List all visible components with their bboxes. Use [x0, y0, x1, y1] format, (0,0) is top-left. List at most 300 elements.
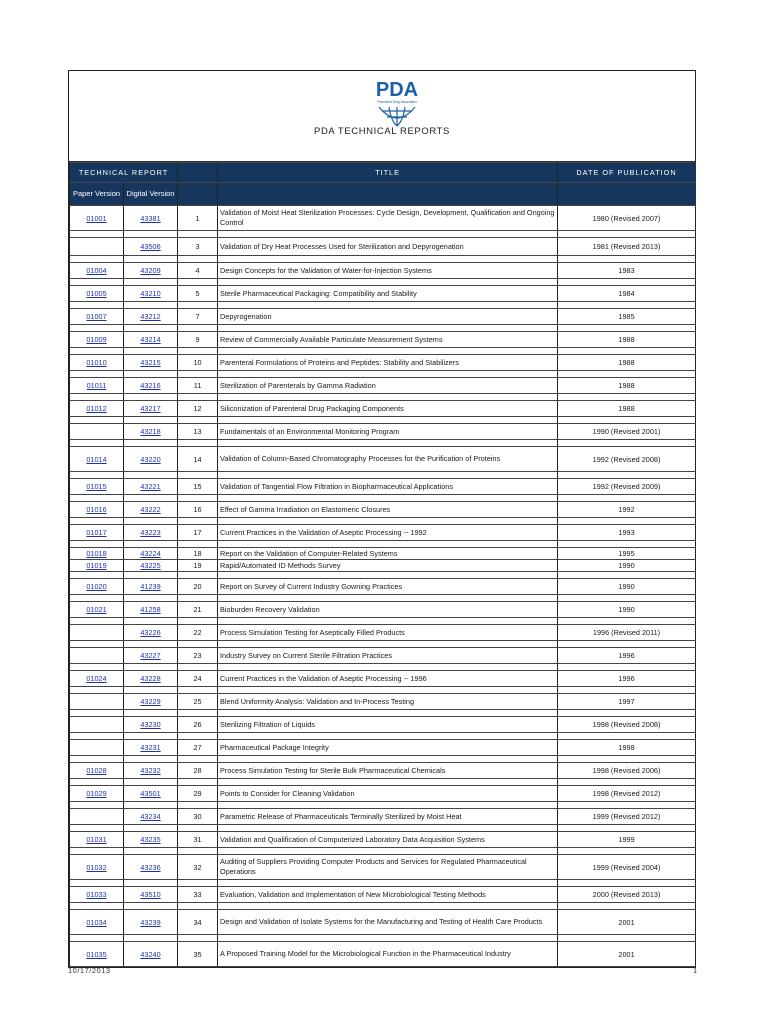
row-spacer [70, 541, 696, 548]
digital-version-link[interactable]: 41239 [140, 582, 161, 591]
row-spacer [70, 231, 696, 238]
row-spacer [70, 710, 696, 717]
report-number: 34 [193, 917, 202, 927]
spacer-cell [558, 541, 696, 548]
spacer-cell [70, 779, 124, 786]
report-title-cell [218, 671, 558, 687]
publication-date: 1985 [618, 312, 635, 321]
spacer-cell [218, 256, 558, 263]
table-header-row [70, 163, 696, 183]
publication-date: 1998 [618, 743, 635, 752]
publication-date-cell [558, 502, 696, 518]
spacer-cell [558, 256, 696, 263]
spacer-cell [70, 710, 124, 717]
report-title-cell [218, 309, 558, 325]
report-number-cell [178, 447, 218, 472]
paper-version-link[interactable]: 01016 [86, 505, 107, 514]
digital-version-link-cell [124, 560, 178, 572]
report-title-cell [218, 625, 558, 641]
report-number-cell [178, 332, 218, 348]
report-title-cell [218, 694, 558, 710]
report-title-cell [218, 740, 558, 756]
digital-version-link-cell [124, 942, 178, 967]
report-number-cell [178, 786, 218, 802]
report-number: 26 [193, 720, 202, 729]
spacer-cell [558, 641, 696, 648]
publication-date-cell [558, 832, 696, 848]
report-number: 9 [195, 335, 200, 344]
spacer-cell [70, 518, 124, 525]
row-spacer [70, 618, 696, 625]
digital-version-link-cell [124, 832, 178, 848]
paper-version-link-cell [70, 424, 124, 440]
spacer-cell [178, 880, 218, 887]
date-header: DATE OF PUBLICATION [558, 163, 696, 183]
table-row [70, 238, 696, 256]
paper-version-link[interactable]: 01033 [86, 890, 107, 899]
spacer-cell [124, 825, 178, 832]
spacer-cell [124, 472, 178, 479]
publication-date-cell [558, 579, 696, 595]
publication-date: 1992 (Revised 2008) [592, 454, 661, 464]
digital-version-link[interactable]: 43210 [140, 289, 161, 298]
digital-version-link[interactable]: 43506 [140, 242, 161, 251]
paper-version-link-cell [70, 502, 124, 518]
publication-date-cell [558, 355, 696, 371]
report-title-cell [218, 763, 558, 779]
digital-version-link[interactable]: 43226 [140, 628, 161, 637]
spacer-cell [124, 371, 178, 378]
report-title: Review of Commercially Available Particulate Measurement Systems [220, 334, 443, 344]
paper-version-link-cell [70, 560, 124, 572]
digital-version-link-cell [124, 717, 178, 733]
paper-version-link[interactable]: 01014 [86, 454, 107, 464]
digital-version-link-cell [124, 855, 178, 880]
digital-version-link[interactable]: 43381 [140, 213, 161, 223]
report-number-cell [178, 479, 218, 495]
table-row [70, 786, 696, 802]
table-row [70, 424, 696, 440]
publication-date: 1988 [618, 335, 635, 344]
spacer-cell [558, 848, 696, 855]
spacer-cell [558, 572, 696, 579]
paper-version-link-cell [70, 447, 124, 472]
digital-version-link-cell [124, 694, 178, 710]
paper-version-link[interactable]: 01004 [86, 266, 107, 275]
document-header [69, 71, 695, 162]
spacer-cell [124, 394, 178, 401]
table-row [70, 579, 696, 595]
spacer-cell [178, 935, 218, 942]
spacer-cell [218, 825, 558, 832]
publication-date: 1988 [618, 381, 635, 390]
spacer-cell [124, 687, 178, 694]
table-row [70, 502, 696, 518]
spacer-cell [218, 325, 558, 332]
publication-date: 1993 [618, 528, 635, 537]
digital-version-link[interactable]: 43223 [140, 528, 161, 537]
table-row [70, 332, 696, 348]
report-number-cell [178, 855, 218, 880]
paper-version-link-cell [70, 602, 124, 618]
digital-version-link-cell [124, 479, 178, 495]
report-title-cell [218, 378, 558, 394]
paper-version-link-cell [70, 887, 124, 903]
digital-version-link[interactable]: 43232 [140, 766, 161, 775]
publication-date-cell [558, 332, 696, 348]
paper-version-link[interactable]: 01015 [86, 482, 107, 491]
spacer-cell [178, 710, 218, 717]
digital-version-link[interactable]: 43209 [140, 266, 161, 275]
report-number: 28 [193, 766, 202, 775]
digital-version-link[interactable]: 43220 [140, 454, 161, 464]
spacer-cell [124, 572, 178, 579]
row-spacer [70, 417, 696, 424]
report-number: 25 [193, 697, 202, 706]
report-title: Sterilization of Parenterals by Gamma Radiation [220, 380, 376, 390]
spacer-cell [178, 256, 218, 263]
paper-version-link-cell [70, 525, 124, 541]
digital-version-link[interactable]: 43212 [140, 312, 161, 321]
spacer-cell [124, 935, 178, 942]
report-number: 14 [193, 454, 202, 464]
spacer-cell [218, 472, 558, 479]
report-title: Validation of Dry Heat Processes Used for Sterilization and Depyrogenation [220, 241, 464, 251]
spacer-cell [70, 417, 124, 424]
paper-version-link-cell [70, 625, 124, 641]
digital-version-link[interactable]: 43218 [140, 427, 161, 436]
table-row [70, 763, 696, 779]
report-title: Bioburden Recovery Validation [220, 604, 320, 614]
paper-version-link[interactable]: 01005 [86, 289, 107, 298]
spacer-cell [124, 256, 178, 263]
technical-report-header: TECHNICAL REPORT [70, 163, 178, 183]
spacer-cell [558, 371, 696, 378]
table-row [70, 602, 696, 618]
spacer-cell [218, 302, 558, 309]
paper-version-link[interactable]: 01018 [86, 549, 107, 558]
spacer-cell [178, 417, 218, 424]
publication-date: 1990 [618, 605, 635, 614]
report-title: Depyrogenation [220, 311, 272, 321]
report-number-cell [178, 625, 218, 641]
digital-version-link-cell [124, 378, 178, 394]
row-spacer [70, 394, 696, 401]
paper-version-link[interactable]: 01035 [86, 949, 107, 959]
report-number-cell [178, 579, 218, 595]
digital-version-link-cell [124, 355, 178, 371]
digital-version-link[interactable]: 43216 [140, 381, 161, 390]
publication-date: 1998 (Revised 2012) [592, 789, 661, 798]
spacer-cell [70, 664, 124, 671]
report-number-cell [178, 286, 218, 302]
number-header [178, 163, 218, 183]
report-title: Design Concepts for the Validation of Water-for-Injection Systems [220, 265, 432, 275]
digital-version-link[interactable]: 43501 [140, 789, 161, 798]
publication-date-cell [558, 309, 696, 325]
table-row [70, 832, 696, 848]
spacer-cell [218, 779, 558, 786]
digital-version-link[interactable]: 41258 [140, 605, 161, 614]
spacer-cell [178, 302, 218, 309]
digital-version-link-cell [124, 602, 178, 618]
paper-version-link[interactable]: 01019 [86, 561, 107, 570]
paper-version-link[interactable]: 01031 [86, 835, 107, 844]
digital-version-header: Digital Version [124, 183, 178, 206]
spacer-cell [218, 440, 558, 447]
paper-version-link-cell [70, 355, 124, 371]
report-title: Design and Validation of Isolate Systems for the Manufacturing and Testing of Health Care Products [220, 917, 543, 926]
table-row [70, 671, 696, 687]
row-spacer [70, 256, 696, 263]
digital-version-link-cell [124, 786, 178, 802]
digital-version-link[interactable]: 43225 [140, 561, 161, 570]
report-title-cell [218, 855, 558, 880]
spacer-cell [70, 371, 124, 378]
spacer-cell [178, 495, 218, 502]
table-row [70, 548, 696, 560]
report-title-cell [218, 525, 558, 541]
digital-version-link-cell [124, 910, 178, 935]
report-number: 32 [193, 862, 202, 872]
paper-version-link[interactable]: 01020 [86, 582, 107, 591]
report-title-cell [218, 942, 558, 967]
spacer-cell [124, 756, 178, 763]
digital-version-link[interactable]: 43231 [140, 743, 161, 752]
spacer-cell [70, 825, 124, 832]
spacer-cell [70, 935, 124, 942]
paper-version-link-cell [70, 309, 124, 325]
spacer-cell [124, 641, 178, 648]
row-spacer [70, 687, 696, 694]
row-spacer [70, 472, 696, 479]
paper-version-link[interactable]: 01001 [86, 213, 107, 223]
spacer-cell [558, 802, 696, 809]
table-row [70, 206, 696, 231]
report-number-cell [178, 424, 218, 440]
row-spacer [70, 302, 696, 309]
digital-version-link[interactable]: 43234 [140, 812, 161, 821]
table-row [70, 355, 696, 371]
spacer-cell [218, 371, 558, 378]
report-title-cell [218, 355, 558, 371]
paper-version-link-cell [70, 579, 124, 595]
spacer-cell [124, 518, 178, 525]
paper-version-link[interactable]: 01017 [86, 528, 107, 537]
spacer-cell [70, 472, 124, 479]
row-spacer [70, 279, 696, 286]
digital-version-link[interactable]: 43221 [140, 482, 161, 491]
publication-date-cell [558, 717, 696, 733]
digital-version-link-cell [124, 648, 178, 664]
spacer-cell [558, 825, 696, 832]
digital-version-link[interactable]: 43217 [140, 404, 161, 413]
digital-version-link-cell [124, 740, 178, 756]
paper-version-link-cell [70, 548, 124, 560]
table-row [70, 560, 696, 572]
publication-date: 1999 [618, 835, 635, 844]
spacer-cell [124, 880, 178, 887]
spacer-cell [70, 641, 124, 648]
spacer-cell [70, 256, 124, 263]
date-subheader [558, 183, 696, 206]
report-number: 17 [193, 528, 202, 537]
spacer-cell [218, 641, 558, 648]
digital-version-link[interactable]: 43240 [140, 949, 161, 959]
table-subheader-row [70, 183, 696, 206]
report-title-cell [218, 424, 558, 440]
spacer-cell [558, 779, 696, 786]
spacer-cell [218, 802, 558, 809]
publication-date-cell [558, 263, 696, 279]
paper-version-link[interactable]: 01032 [86, 862, 107, 872]
spacer-cell [178, 394, 218, 401]
report-title: Report on the Validation of Computer-Related Systems [220, 548, 398, 558]
paper-version-link[interactable]: 01028 [86, 766, 107, 775]
report-number: 4 [195, 266, 200, 275]
publication-date-cell [558, 378, 696, 394]
publication-date: 1999 (Revised 2004) [592, 862, 661, 872]
spacer-cell [70, 595, 124, 602]
paper-version-link-cell [70, 286, 124, 302]
paper-version-link-cell [70, 910, 124, 935]
table-row [70, 263, 696, 279]
paper-version-link-cell [70, 942, 124, 967]
publication-date: 1996 [618, 651, 635, 660]
report-number: 13 [193, 427, 202, 436]
paper-version-link-cell [70, 206, 124, 231]
digital-version-link[interactable]: 43227 [140, 651, 161, 660]
report-title: Auditing of Suppliers Providing Computer Products and Services for Regulated Pharmaceutical Operations [220, 857, 527, 876]
paper-version-link[interactable]: 01009 [86, 335, 107, 344]
report-title: Validation of Tangential Flow Filtration in Biopharmaceutical Applications [220, 481, 453, 491]
report-title-cell [218, 447, 558, 472]
publication-date-cell [558, 648, 696, 664]
digital-version-link-cell [124, 263, 178, 279]
report-number: 18 [193, 549, 202, 558]
row-spacer [70, 664, 696, 671]
spacer-cell [558, 302, 696, 309]
digital-version-link[interactable]: 43230 [140, 720, 161, 729]
spacer-cell [124, 279, 178, 286]
report-title: Rapid/Automated ID Methods Survey [220, 560, 341, 570]
report-title: Sterile Pharmaceutical Packaging: Compatibility and Stability [220, 288, 417, 298]
paper-version-link-cell [70, 238, 124, 256]
spacer-cell [558, 417, 696, 424]
row-spacer [70, 935, 696, 942]
spacer-cell [218, 664, 558, 671]
paper-version-link[interactable]: 01034 [86, 917, 107, 927]
report-title-cell [218, 286, 558, 302]
report-number: 35 [193, 949, 202, 959]
publication-date-cell [558, 910, 696, 935]
digital-version-link[interactable]: 43229 [140, 697, 161, 706]
digital-version-link[interactable]: 43224 [140, 549, 161, 558]
table-row [70, 648, 696, 664]
spacer-cell [218, 541, 558, 548]
publication-date-cell [558, 401, 696, 417]
report-number: 12 [193, 404, 202, 413]
digital-version-link[interactable]: 43236 [140, 862, 161, 872]
spacer-cell [218, 348, 558, 355]
report-number: 19 [193, 561, 202, 570]
report-number: 33 [193, 890, 202, 899]
publication-date-cell [558, 942, 696, 967]
paper-version-link[interactable]: 01024 [86, 674, 107, 683]
paper-version-link[interactable]: 01012 [86, 404, 107, 413]
spacer-cell [178, 279, 218, 286]
digital-version-link[interactable]: 43228 [140, 674, 161, 683]
publication-date-cell [558, 855, 696, 880]
spacer-cell [124, 595, 178, 602]
digital-version-link[interactable]: 43510 [140, 890, 161, 899]
report-title-cell [218, 602, 558, 618]
report-number-cell [178, 238, 218, 256]
report-title: Points to Consider for Cleaning Validation [220, 788, 355, 798]
digital-version-link-cell [124, 809, 178, 825]
spacer-cell [218, 417, 558, 424]
spacer-cell [218, 848, 558, 855]
digital-version-link[interactable]: 43239 [140, 917, 161, 927]
paper-version-link[interactable]: 01010 [86, 358, 107, 367]
report-number: 21 [193, 605, 202, 614]
digital-version-link[interactable]: 43214 [140, 335, 161, 344]
spacer-cell [218, 710, 558, 717]
publication-date: 2001 [618, 949, 635, 959]
spacer-cell [558, 880, 696, 887]
paper-version-link-cell [70, 809, 124, 825]
digital-version-link[interactable]: 43235 [140, 835, 161, 844]
table-row [70, 447, 696, 472]
report-number-cell [178, 602, 218, 618]
reports-table [69, 162, 696, 967]
publication-date: 1988 [618, 404, 635, 413]
paper-version-link-cell [70, 479, 124, 495]
spacer-cell [218, 518, 558, 525]
publication-date: 1990 [618, 582, 635, 591]
publication-date: 1990 (Revised 2001) [592, 427, 661, 436]
report-title-cell [218, 479, 558, 495]
report-title-cell [218, 579, 558, 595]
table-row [70, 378, 696, 394]
report-number: 24 [193, 674, 202, 683]
paper-version-link[interactable]: 01021 [86, 605, 107, 614]
publication-date-cell [558, 238, 696, 256]
spacer-cell [178, 518, 218, 525]
publication-date-cell [558, 694, 696, 710]
digital-version-link-cell [124, 625, 178, 641]
digital-version-link-cell [124, 401, 178, 417]
spacer-cell [70, 572, 124, 579]
paper-version-link[interactable]: 01011 [86, 381, 107, 390]
publication-date: 1997 [618, 697, 635, 706]
spacer-cell [178, 687, 218, 694]
row-spacer [70, 495, 696, 502]
publication-date-cell [558, 525, 696, 541]
digital-version-link-cell [124, 309, 178, 325]
paper-version-link[interactable]: 01029 [86, 789, 107, 798]
logo-text: PDA [375, 79, 419, 101]
report-number: 23 [193, 651, 202, 660]
spacer-cell [70, 325, 124, 332]
digital-version-link[interactable]: 43215 [140, 358, 161, 367]
digital-version-link[interactable]: 43222 [140, 505, 161, 514]
paper-version-link[interactable]: 01007 [86, 312, 107, 321]
report-title: Parenteral Formulations of Proteins and Peptides: Stability and Stabilizers [220, 357, 459, 367]
report-number-cell [178, 263, 218, 279]
report-number-cell [178, 560, 218, 572]
spacer-cell [558, 325, 696, 332]
